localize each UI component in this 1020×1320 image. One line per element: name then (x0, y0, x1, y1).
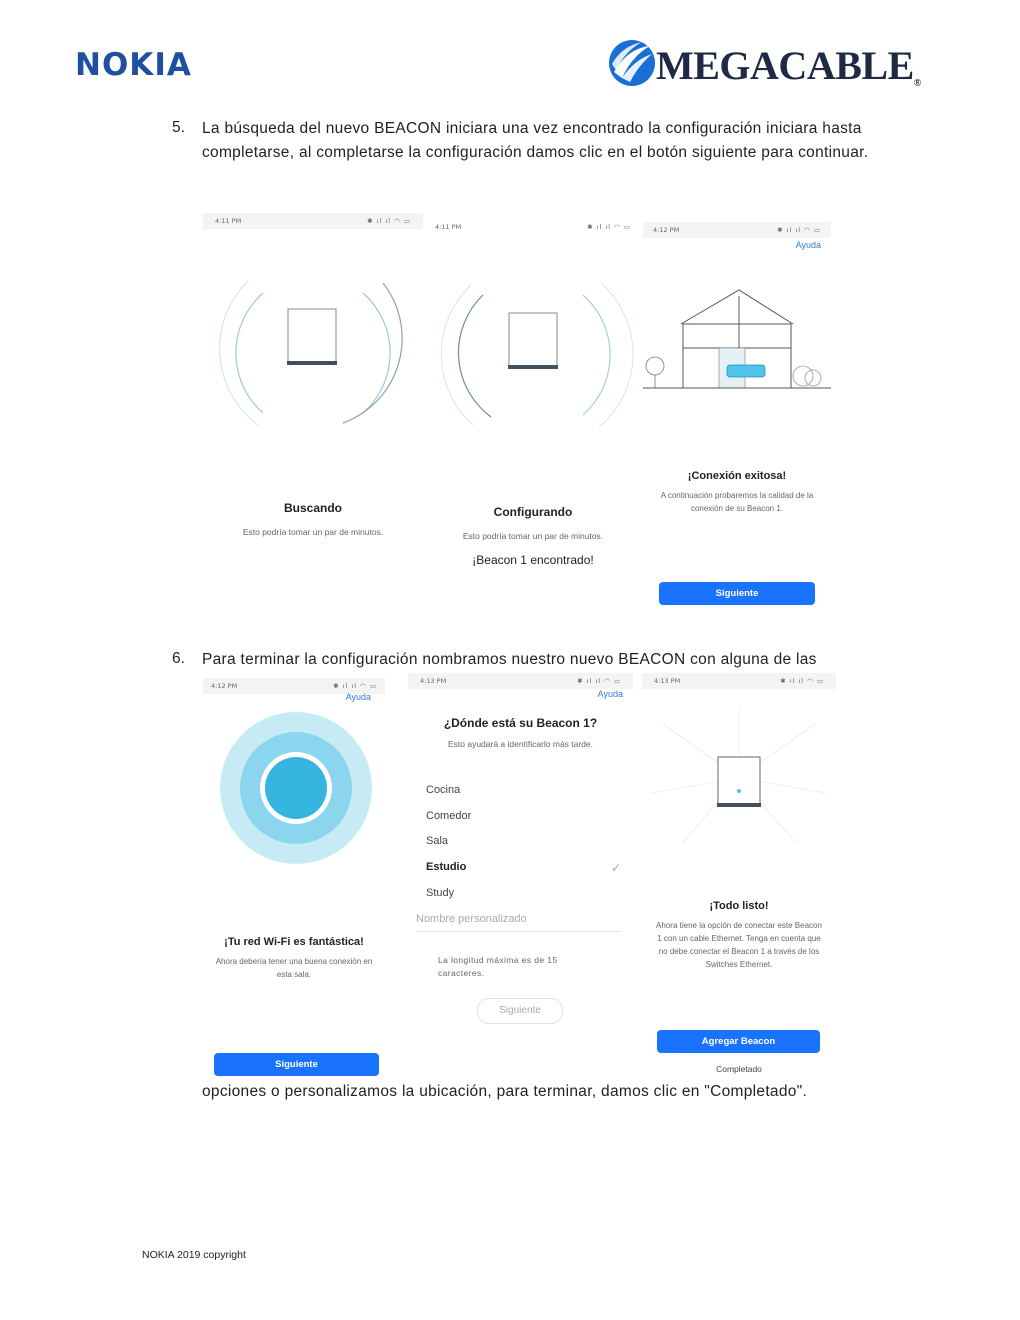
screen-connection-success (643, 222, 831, 610)
length-hint: La longitud máxima es de 15 caracteres. (438, 955, 558, 978)
wifi-great-subtitle: Ahora debería tener una buena conexión en esta sala. (215, 957, 373, 979)
step-6-number: 6. (172, 650, 185, 667)
add-beacon-button[interactable]: Agregar Beacon (657, 1030, 820, 1053)
megacable-globe-icon (608, 38, 656, 88)
status-icons: ✱ ıl ıl ◠ ▭ (333, 682, 377, 690)
searching-arcs-icon (203, 253, 423, 453)
status-bar: 4:11 PM ✱ ıl ıl ◠ ▭ (203, 213, 423, 229)
status-bar: 4:13 PM ✱ ıl ıl ◠ ▭ (408, 673, 633, 689)
next-button-disabled[interactable]: Siguiente (477, 998, 563, 1024)
location-option-estudio[interactable]: Estudio (426, 861, 467, 873)
step-5-number: 5. (172, 119, 185, 136)
footer-copyright: NOKIA 2019 copyright (142, 1249, 246, 1261)
status-bar: 4:12 PM ✱ ıl ıl ◠ ▭ (203, 678, 385, 694)
status-icons: ✱ ıl ıl ◠ ▭ (777, 226, 821, 234)
megacable-wordmark: MEGACABLE (656, 43, 914, 88)
beacon-found-text: ¡Beacon 1 encontrado! (472, 553, 594, 567)
screen-beacon-location (408, 673, 633, 1033)
status-icons: ✱ ıl ıl ◠ ▭ (367, 217, 411, 225)
configuring-arcs-icon (423, 255, 643, 455)
help-link[interactable]: Ayuda (795, 240, 821, 250)
searching-subtitle: Esto podría tomar un par de minutos. (242, 527, 384, 537)
all-set-title: ¡Todo listo! (709, 900, 769, 912)
house-illustration (643, 272, 831, 412)
help-link[interactable]: Ayuda (345, 692, 371, 702)
location-option-study[interactable]: Study (426, 887, 455, 899)
completed-link[interactable]: Completado (716, 1064, 762, 1074)
step-6-text-end: opciones o personalizamos la ubicación, para terminar, damos clic en "Completado". (202, 1083, 808, 1100)
screen-all-set (642, 673, 836, 1078)
wifi-signal-circle-icon (203, 708, 385, 878)
location-option-sala[interactable]: Sala (426, 835, 449, 847)
status-bar: 4:11 PM ✱ ıl ıl ◠ ▭ (435, 223, 631, 231)
next-button[interactable]: Siguiente (659, 582, 815, 605)
status-bar: 4:13 PM ✱ ıl ıl ◠ ▭ (642, 673, 836, 689)
step-5-text: La búsqueda del nuevo BEACON iniciara una vez encontrado la configuración iniciara hasta completarse, al completarse la configuración damos clic en el botón siguiente para continuar. (202, 120, 869, 161)
configuring-subtitle: Esto podría tomar un par de minutos. (462, 531, 604, 541)
screen-searching (203, 213, 423, 553)
wifi-great-title: ¡Tu red Wi-Fi es fantástica! (224, 936, 364, 948)
status-icons: ✱ ıl ıl ◠ ▭ (780, 677, 824, 685)
step-6-text-start: Para terminar la configuración nombramos nuestro nuevo BEACON con alguna de las (202, 651, 817, 668)
searching-title: Buscando (283, 501, 342, 515)
connection-success-subtitle: A continuación probaremos la calidad de la conexión de su Beacon 1. (660, 491, 814, 513)
screen-configuring (423, 213, 643, 573)
status-icons: ✱ ıl ıl ◠ ▭ (587, 223, 631, 231)
location-subtitle: Esto ayudará a identificarlo más tarde. (447, 739, 594, 749)
custom-name-input[interactable]: Nombre personalizado (416, 913, 622, 932)
check-icon: ✓ (611, 861, 622, 875)
all-set-subtitle: Ahora tiene la opción de conectar este Beacon 1 con un cable Ethernet. Tenga en cuenta que no debe conectar el Beacon 1 a través de los Switches Ethernet. (656, 921, 822, 969)
location-option-cocina[interactable]: Cocina (426, 784, 461, 796)
status-icons: ✱ ıl ıl ◠ ▭ (577, 677, 621, 685)
screen-wifi-great (203, 678, 385, 1080)
configuring-title: Configurando (493, 505, 573, 519)
status-bar: 4:12 PM ✱ ıl ıl ◠ ▭ (643, 222, 831, 238)
nokia-logo: NOKIA (75, 47, 192, 83)
location-option-comedor[interactable]: Comedor (426, 810, 472, 822)
location-title: ¿Dónde está su Beacon 1? (443, 716, 598, 730)
beacon-device-icon (642, 703, 836, 853)
next-button[interactable]: Siguiente (214, 1053, 379, 1076)
registered-mark: ® (913, 78, 921, 89)
help-link[interactable]: Ayuda (597, 689, 623, 699)
connection-success-title: ¡Conexión exitosa! (687, 470, 787, 482)
megacable-logo (608, 38, 921, 90)
